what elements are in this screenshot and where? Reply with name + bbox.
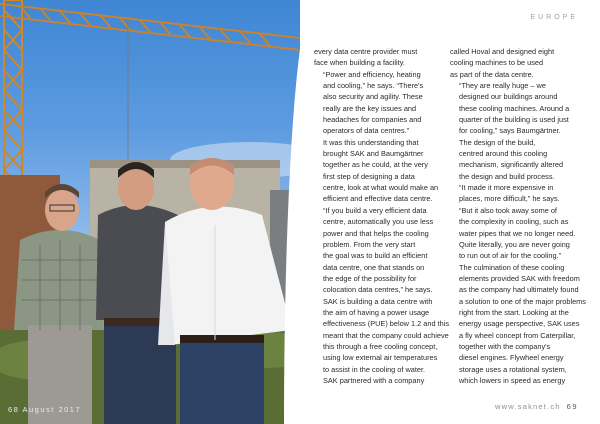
text-line: together with the company's: [459, 341, 551, 351]
text-line: diesel engines. Flywheel energy: [459, 353, 564, 363]
text-line: mechanism, significantly altered: [459, 160, 564, 170]
text-line: effectiveness (PUE) below 1.2 and this: [323, 319, 449, 329]
text-line: together as he could, at the very: [323, 160, 428, 170]
article-paragraph: [450, 80, 588, 137]
article-paragraph: [450, 46, 588, 80]
text-line: places, more difficult,” he says.: [459, 194, 560, 204]
section-label: EUROPE: [530, 14, 578, 21]
text-line: a solution to one of the major problems: [459, 296, 586, 306]
text-line: face when building a facility.: [314, 58, 405, 68]
article-paragraph: [450, 137, 588, 182]
article-column-two: [450, 46, 588, 386]
text-line: brought SAK and Baumgärtner: [323, 149, 424, 159]
text-line: every data centre provider must: [314, 47, 418, 56]
crane-jib: [0, 4, 300, 50]
text-line: centre, automatically you use less: [323, 217, 434, 227]
text-line: elements provided SAK with freedom: [459, 273, 580, 283]
text-line: to assist in the cooling of water.: [323, 364, 426, 374]
text-line: The culmination of these cooling: [459, 262, 565, 272]
text-line: efficient and effective data centre.: [323, 194, 433, 204]
text-line: It was this understanding that: [323, 137, 419, 147]
text-line: really are the key issues and: [323, 103, 417, 113]
text-line: the aim of having a power usage: [323, 307, 430, 317]
page-number: 69: [566, 402, 578, 411]
text-line: as part of the data centre.: [450, 69, 534, 79]
text-line: “If you build a very efficient data: [323, 205, 427, 215]
text-line: “Power and efficiency, heating: [323, 69, 421, 79]
text-line: power and that helps the cooling: [323, 228, 429, 238]
text-line: “They are really huge – we: [459, 81, 546, 91]
text-line: the goal was to build an efficient: [323, 251, 428, 261]
text-line: for cooling,” says Baumgärtner.: [459, 126, 561, 136]
website-url: www.saknet.ch: [495, 402, 561, 411]
text-line: the edge of the possibility for: [323, 273, 417, 283]
text-line: first step of designing a data: [323, 171, 415, 181]
text-line: meant that the company could achieve: [323, 330, 449, 340]
text-line: Quite literally, you are never going: [459, 239, 570, 249]
text-line: The design of the build,: [459, 137, 536, 147]
text-line: to run out of air for the cooling.”: [459, 251, 562, 261]
text-line: colocation data centres,” he says.: [323, 285, 433, 295]
text-line: water pipes that we no longer need.: [459, 228, 576, 238]
article-paragraph: [450, 262, 588, 387]
text-line: problem. From the very start: [323, 239, 416, 249]
text-line: energy usage perspective, SAK uses: [459, 319, 580, 329]
text-line: these cooling machines. Around a: [459, 103, 570, 113]
text-line: “It made it more expensive in: [459, 183, 554, 193]
text-line: centred around this cooling: [459, 149, 548, 159]
text-line: called Hoval and designed eight: [450, 47, 555, 56]
text-line: also security and agility. These: [323, 92, 423, 102]
text-line: designed our buildings around: [459, 92, 558, 102]
text-line: using low external air temperatures: [323, 353, 438, 363]
text-line: quarter of the building is used just: [459, 115, 569, 125]
text-line: as the company had ultimately found: [459, 285, 579, 295]
text-line: operators of data centres.”: [323, 126, 410, 136]
text-line: this through a free cooling concept,: [323, 341, 438, 351]
text-line: data centre, one that stands on: [323, 262, 425, 272]
text-line: which lowers in speed as energy: [459, 375, 566, 385]
page-footer: [495, 402, 578, 411]
text-line: headaches for companies and: [323, 115, 422, 125]
text-line: SAK partnered with a company: [323, 375, 425, 385]
text-line: the design and build process.: [459, 171, 555, 181]
text-line: and cooling,” he says. “There's: [323, 81, 424, 91]
text-line: centre, look at what would make an: [323, 183, 439, 193]
text-line: storage uses a rotational system,: [459, 364, 567, 374]
text-line: cooling machines to be used: [450, 58, 544, 68]
text-line: a fly wheel concept from Caterpillar,: [459, 330, 576, 340]
text-line: the complexity in cooling, such as: [459, 217, 569, 227]
text-line: “But it also took away some of: [459, 205, 557, 215]
left-page-folio: 68 August 2017: [8, 405, 82, 414]
text-line: right from the start. Looking at the: [459, 307, 569, 317]
article-paragraph: [450, 182, 588, 261]
text-line: SAK is building a data centre with: [323, 296, 433, 306]
